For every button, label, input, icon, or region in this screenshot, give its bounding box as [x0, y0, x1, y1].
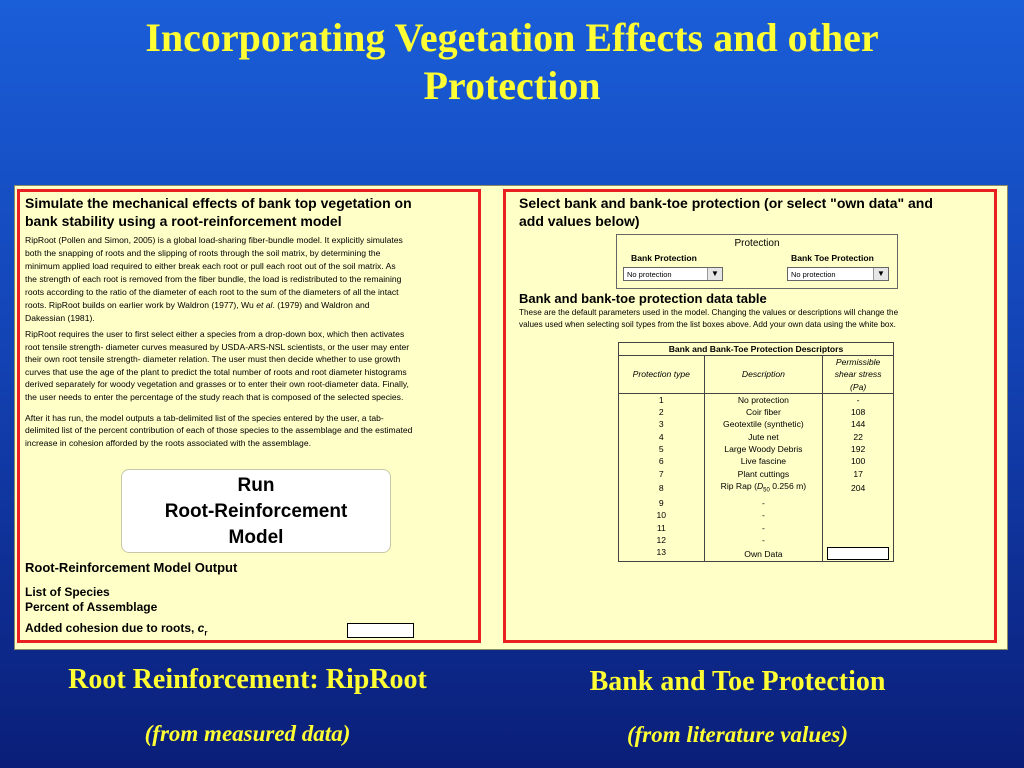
protection-title: Protection [734, 238, 780, 249]
table-row: 2 Coir fiber 108 [619, 406, 894, 418]
bank-protection-select[interactable]: No protection ▼ [623, 267, 723, 281]
right-heading: Select bank and bank-toe protection (or select "own data" and add values below) [519, 195, 933, 229]
left-caption-title: Root Reinforcement: RipRoot [68, 664, 427, 695]
table-row: 1 No protection - [619, 393, 894, 406]
toe-protection-select[interactable]: No protection ▼ [787, 267, 889, 281]
chevron-down-icon[interactable]: ▼ [707, 268, 722, 280]
protection-table-heading: Bank and bank-toe protection data table These are the default parameters used in the model. Changing the values or descriptions will change the values used when selecting soil types from the list boxes above. Add your own data using the white box. [519, 291, 899, 329]
output-species-label: List of Species [25, 585, 110, 599]
toe-protection-label: Bank Toe Protection [791, 253, 874, 263]
table-row: 3 Geotextile (synthetic) 144 [619, 418, 894, 430]
ripRoot-usage: RipRoot requires the user to first select either a species from a drop-down box, which then activates root tensile strength- diameter curves measured by USDA-ARS-NSL scientists, or the user may enter their own root tensile strength- diameter relation. The user must then decide whether to use growth curves that use the age of the plant to predict the total number of roots and root diameter histograms derived separately for woody vegetation and grasses or to enter their own root-diameter data. Finally, the user needs to enter the percentage of the study reach that is composed of the selected species. [25, 329, 410, 402]
table-row: 6 Live fascine 100 [619, 455, 894, 467]
col-header-shear: Permissible shear stress (Pa) [823, 356, 894, 394]
output-cohesion-label: Added cohesion due to roots, $c_r$ [25, 621, 208, 638]
col-header-description: Description [704, 356, 823, 394]
table-row: 4 Jute net 22 [619, 431, 894, 443]
table-row: 12 - [619, 534, 894, 546]
table-row: 13 Own Data [619, 546, 894, 562]
model-sheet [14, 185, 1008, 650]
run-model-button[interactable]: Run Root-Reinforcement Model [121, 469, 391, 553]
left-heading: Simulate the mechanical effects of bank top vegetation on bank stability using a root-reinforcement model [25, 195, 412, 229]
output-heading: Root-Reinforcement Model Output [25, 560, 238, 575]
table-row: 8 Rip Rap ($D_{50}$ 0.256 m) 204 [619, 480, 894, 497]
left-caption-subtitle: (from measured data) [144, 721, 351, 746]
right-highlight-box [503, 189, 997, 643]
ripRoot-output-description: After it has run, the model outputs a tab-delimited list of the species entered by the user, a tab- delimited list of the percent contribution of each of those species to the assemblage and the estimated increase in cohesion afforded by the roots associated with the assemblage. [25, 412, 413, 448]
table-row: 5 Large Woody Debris 192 [619, 443, 894, 455]
right-caption-subtitle: (from literature values) [626, 722, 849, 747]
table-row: 10 - [619, 509, 894, 521]
slide-title-line1: Incorporating Vegetation Effects and other [145, 15, 879, 60]
slide-title-line2: Protection [423, 63, 601, 108]
table-row: 9 - [619, 497, 894, 509]
right-caption-title: Bank and Toe Protection [589, 666, 886, 697]
table-row: 11 - [619, 522, 894, 534]
col-header-type: Protection type [619, 356, 705, 394]
chevron-down-icon[interactable]: ▼ [873, 268, 888, 280]
ripRoot-description: RipRoot (Pollen and Simon, 2005) is a global load-sharing fiber-bundle model. It explicitly simulates both the snapping of roots and the slipping of roots through the soil matrix, by determining the minimum applied load required to either break each root or pull each root out of the soil matrix. As the strength of each root is removed from the fiber bundle, the load is redistributed to the remaining roots according to the ratio of the diameter of each root to the sum of the diameters of all the intact roots. RipRoot builds on earlier work by Waldron (1977), Wu et al. (1979) and Waldron and Dakessian (1981). [25, 235, 403, 323]
output-percent-label: Percent of Assemblage [25, 600, 158, 614]
table-row: 7 Plant cuttings 17 [619, 468, 894, 480]
slide-title [0, 14, 1024, 110]
table-caption: Bank and Bank-Toe Protection Descriptors [619, 343, 894, 356]
bank-protection-label: Bank Protection [631, 253, 697, 263]
left-highlight-box [17, 189, 481, 643]
